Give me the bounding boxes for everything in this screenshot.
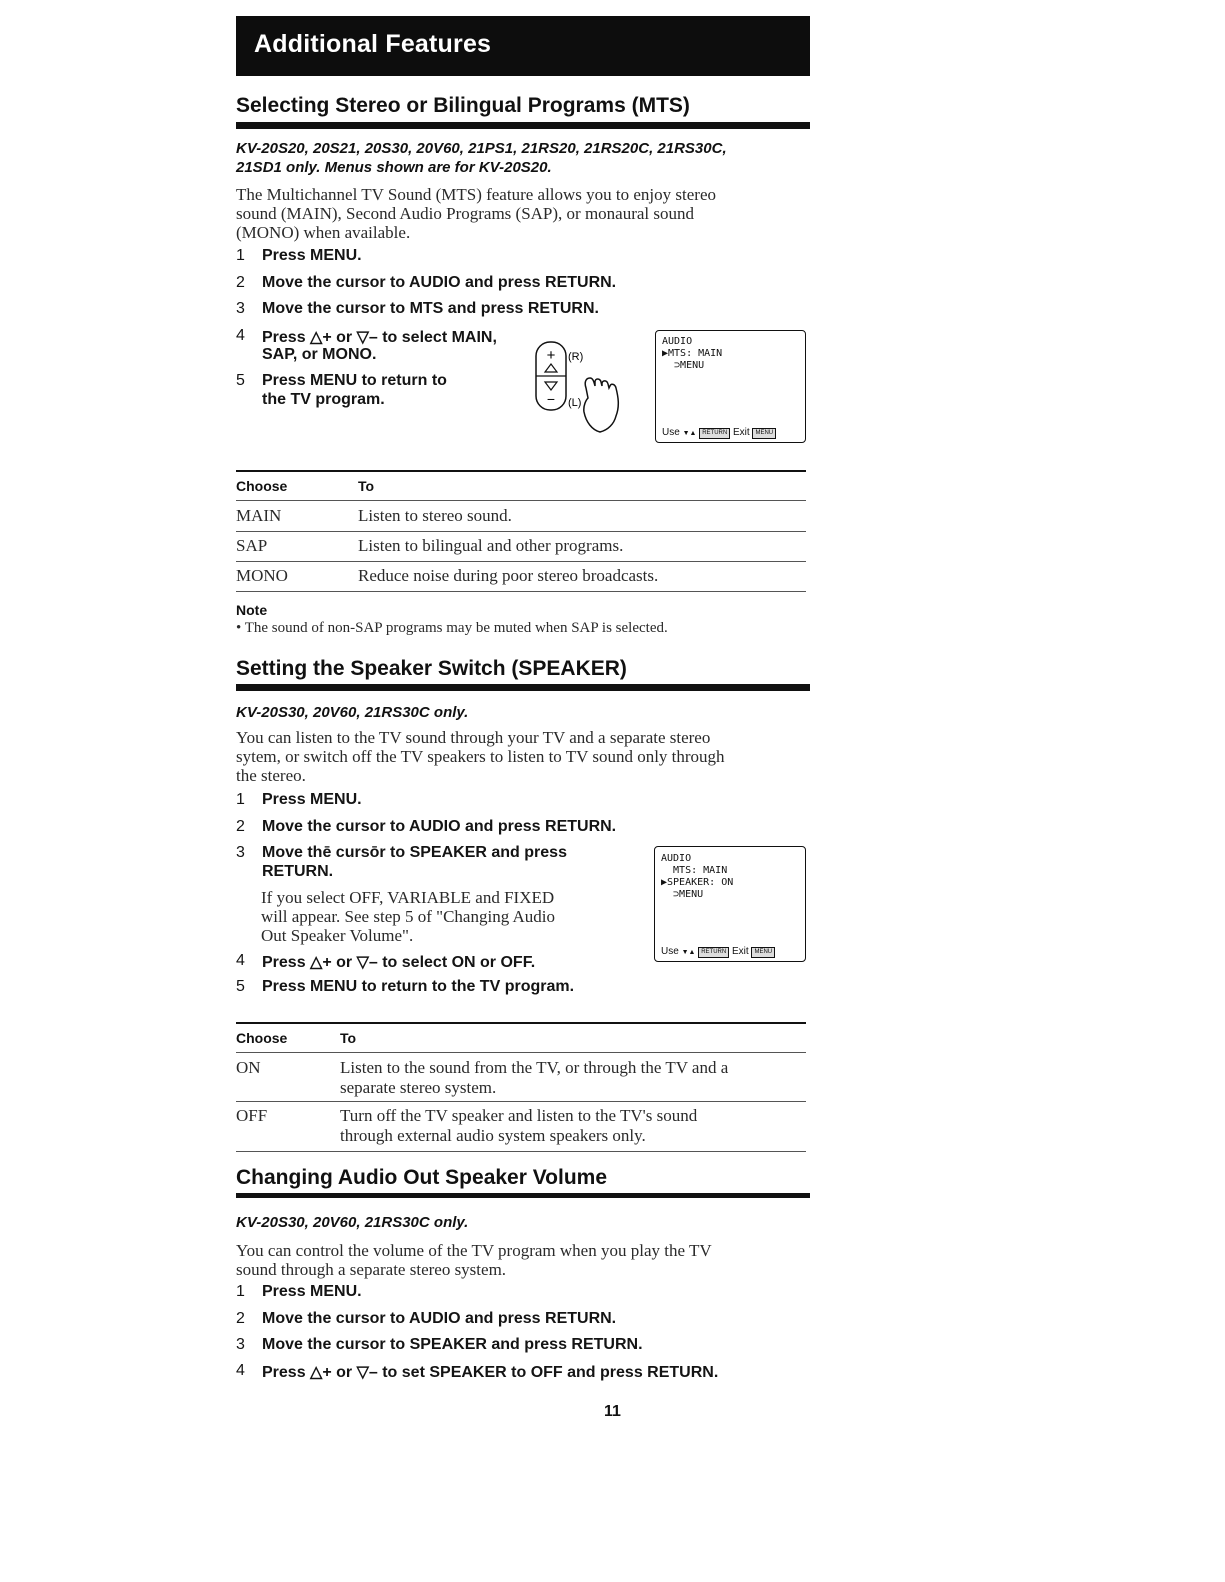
text-line: Turn off the TV speaker and listen to the TV's sound <box>340 1106 698 1125</box>
model-list <box>236 139 806 177</box>
table-cell-choose: OFF <box>236 1106 268 1125</box>
intro-paragraph <box>236 1241 806 1279</box>
text-line: Out Speaker Volume". <box>261 926 414 945</box>
table-divider <box>236 1101 806 1102</box>
menu-key-icon: MENU <box>751 947 775 958</box>
osd-title: AUDIO <box>662 336 693 347</box>
intro-paragraph <box>236 185 806 242</box>
osd-line: ⊃MENU <box>661 889 704 900</box>
remote-control-illustration <box>528 338 632 438</box>
text-line: (MONO) when available. <box>236 223 411 242</box>
table-bottom-rule <box>236 1151 806 1152</box>
table-cell-to <box>340 1106 806 1146</box>
model-list: KV-20S30, 20V60, 21RS30C only. <box>236 704 469 721</box>
osd-footer: Use ▼▲ RETURN Exit MENU <box>661 946 775 958</box>
table-header-to: To <box>340 1030 357 1046</box>
table-cell-to: Listen to stereo sound. <box>358 506 512 525</box>
text-line: the stereo. <box>236 766 306 785</box>
table-cell-choose: ON <box>236 1058 261 1077</box>
osd-footer: Use ▼▲ RETURN Exit MENU <box>662 427 776 439</box>
text-line: The Multichannel TV Sound (MTS) feature allows you to enjoy stereo <box>236 185 717 204</box>
model-line: 21SD1 only. Menus shown are for KV-20S20. <box>236 159 552 176</box>
minus-label: − <box>546 391 556 407</box>
table-header-choose: Choose <box>236 478 288 494</box>
section-rule <box>236 122 810 129</box>
step-detail <box>261 888 621 945</box>
text-line: will appear. See step 5 of "Changing Audio <box>261 907 556 926</box>
text-line: You can listen to the TV sound through your TV and a separate stereo <box>236 728 711 747</box>
text-line: You can control the volume of the TV program when you play the TV <box>236 1241 712 1260</box>
note-text: • The sound of non-SAP programs may be muted when SAP is selected. <box>236 620 668 636</box>
section-heading-speaker: Setting the Speaker Switch (SPEAKER) <box>236 657 627 680</box>
table-cell-choose: MONO <box>236 566 288 585</box>
text-line: sytem, or switch off the TV speakers to listen to TV sound only through <box>236 747 725 766</box>
table-cell-choose: SAP <box>236 536 268 555</box>
table-cell-choose: MAIN <box>236 506 282 525</box>
osd-title: AUDIO <box>661 853 692 864</box>
table-header-to: To <box>358 478 375 494</box>
text-line: Listen to the sound from the TV, or through the TV and a <box>340 1058 729 1077</box>
menu-key-icon: MENU <box>752 428 776 439</box>
text-line: through external audio system speakers only. <box>340 1126 646 1145</box>
up-triangle-icon <box>545 364 557 372</box>
hand-pointer-icon <box>584 378 619 432</box>
osd-line: ▶MTS: MAIN <box>662 348 723 359</box>
table-divider <box>236 531 806 532</box>
text-line: separate stereo system. <box>340 1078 497 1097</box>
text-line: sound through a separate stereo system. <box>236 1260 507 1279</box>
page-header-title: Additional Features <box>254 30 492 58</box>
table-bottom-rule <box>236 591 806 592</box>
header-banner <box>236 16 810 76</box>
osd-line: ▶SPEAKER: ON <box>661 877 734 888</box>
text-line: sound (MAIN), Second Audio Programs (SAP), or monaural sound <box>236 204 695 223</box>
table-divider <box>236 500 806 501</box>
return-key-icon: RETURN <box>699 428 730 439</box>
down-triangle-icon <box>545 382 557 390</box>
osd-line: MTS: MAIN <box>661 865 728 876</box>
intro-paragraph <box>236 728 806 785</box>
table-top-rule <box>236 470 806 472</box>
table-top-rule <box>236 1022 806 1024</box>
updown-arrow-icon: ▼▲ <box>682 430 697 437</box>
section-rule <box>236 684 810 691</box>
table-header-choose: Choose <box>236 1030 288 1046</box>
r-label: (R) <box>568 351 584 363</box>
table-cell-to: Reduce noise during poor stereo broadcasts. <box>358 566 659 585</box>
osd-menu-audio <box>655 330 806 443</box>
model-list: KV-20S30, 20V60, 21RS30C only. <box>236 1214 469 1231</box>
table-divider <box>236 1052 806 1053</box>
section-rule <box>236 1193 810 1198</box>
updown-arrow-icon: ▼▲ <box>681 949 696 956</box>
osd-menu-speaker <box>654 846 806 962</box>
plus-label: + <box>546 347 556 364</box>
text-line: If you select OFF, VARIABLE and FIXED <box>261 888 555 907</box>
page-number: 11 <box>604 1403 621 1420</box>
return-key-icon: RETURN <box>698 947 729 958</box>
section-heading-volume: Changing Audio Out Speaker Volume <box>236 1166 608 1189</box>
osd-line: ⊃MENU <box>662 360 705 371</box>
table-cell-to <box>340 1058 806 1098</box>
table-divider <box>236 561 806 562</box>
l-label: (L) <box>568 397 582 409</box>
note-heading: Note <box>236 602 268 618</box>
table-cell-to: Listen to bilingual and other programs. <box>358 536 624 555</box>
model-line: KV-20S20, 20S21, 20S30, 20V60, 21PS1, 21RS20, 21RS20C, 21RS30C, <box>236 140 727 157</box>
section-heading-mts: Selecting Stereo or Bilingual Programs (MTS) <box>236 94 690 117</box>
